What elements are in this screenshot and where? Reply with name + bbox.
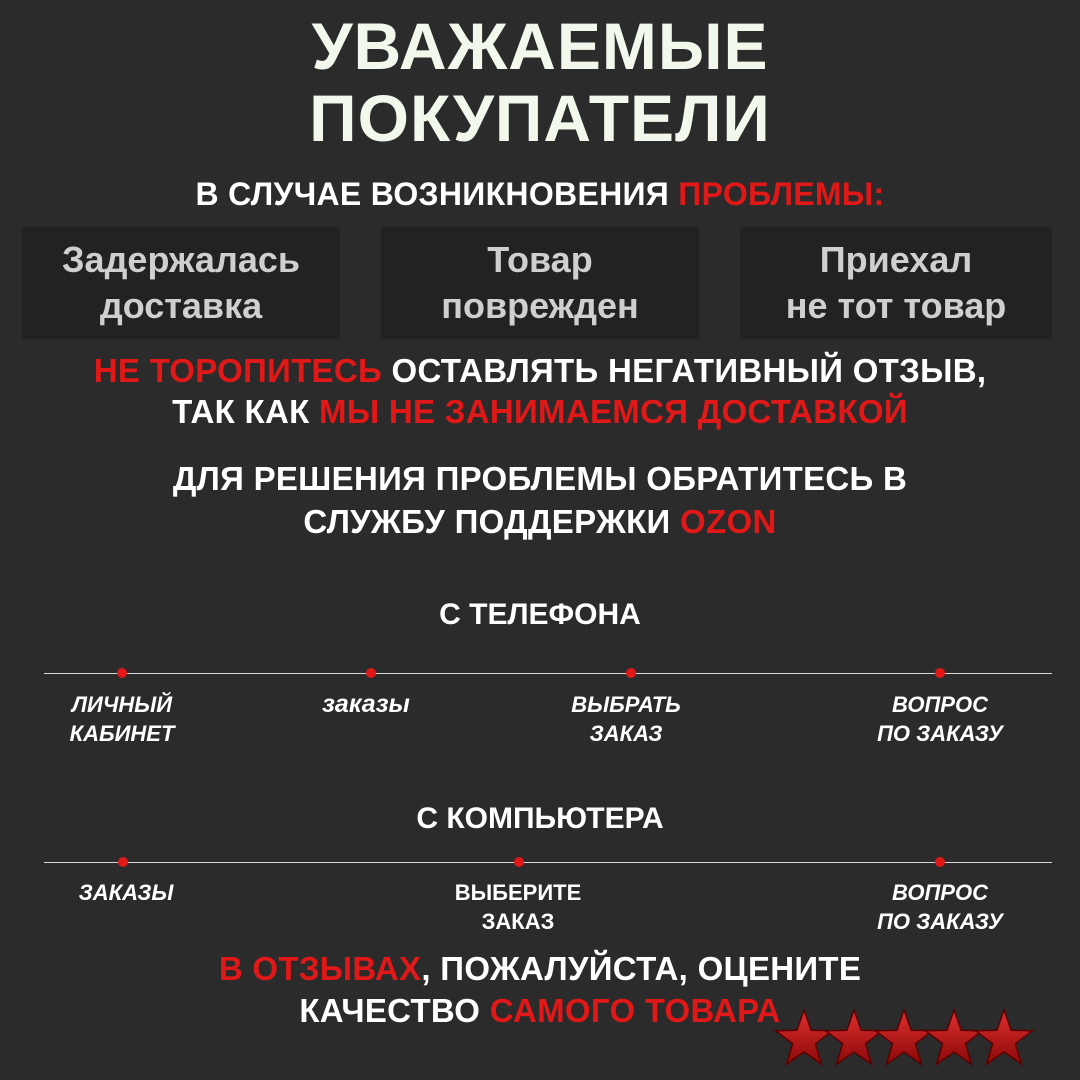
step-line2: ЗАКАЗ	[589, 721, 663, 746]
problem-box-line2: не тот товар	[785, 285, 1007, 326]
problem-box-line1: Товар	[487, 239, 593, 280]
page-title-line2: ПОКУПАТЕЛИ	[309, 81, 771, 155]
timeline-dot	[514, 857, 524, 867]
step-line1: ВЫБЕРИТЕ	[454, 880, 582, 905]
phone-step-select-order	[546, 690, 706, 748]
rating-stars	[770, 1006, 1040, 1072]
problem-box-line2: поврежден	[441, 285, 639, 326]
star-icon	[926, 1010, 983, 1064]
computer-heading: С КОМПЬЮТЕРА	[416, 802, 664, 835]
phone-timeline-line	[44, 673, 1052, 674]
problem-box-line2: доставка	[99, 285, 263, 326]
review-text: КАЧЕСТВО	[299, 992, 490, 1029]
support-line1: ДЛЯ РЕШЕНИЯ ПРОБЛЕМЫ ОБРАТИТЕСЬ В	[172, 460, 908, 497]
phone-heading: С ТЕЛЕФОНА	[439, 598, 641, 631]
warning-text: ТАК КАК	[172, 393, 320, 430]
computer-step-question	[860, 878, 1020, 936]
support-line2	[0, 503, 1080, 541]
review-text: , ПОЖАЛУЙСТА, ОЦЕНИТЕ	[421, 950, 862, 987]
star-icon	[976, 1010, 1033, 1064]
problem-box-wrong-item	[740, 227, 1052, 339]
problem-heading-text: В СЛУЧАЕ ВОЗНИКНОВЕНИЯ	[195, 176, 679, 212]
step-line1: ЛИЧНЫЙ	[71, 692, 173, 717]
step-line2: ПО ЗАКАЗУ	[877, 909, 1003, 934]
problem-box-delivery	[22, 227, 340, 339]
warning-line1	[0, 352, 1080, 390]
warning-highlight: МЫ НЕ ЗАНИМАЕМСЯ ДОСТАВКОЙ	[319, 393, 908, 430]
phone-step-question	[860, 690, 1020, 748]
review-highlight: В ОТЗЫВАХ	[218, 950, 422, 987]
timeline-dot	[935, 857, 945, 867]
page-title-line1: УВАЖАЕМЫЕ	[311, 9, 769, 83]
step-line1: ЗАКАЗЫ	[78, 880, 174, 905]
support-text: СЛУЖБУ ПОДДЕРЖКИ	[303, 503, 681, 540]
warning-line2	[0, 393, 1080, 431]
phone-step-cabinet	[42, 690, 202, 748]
star-icon	[776, 1010, 833, 1064]
review-highlight: САМОГО ТОВАРА	[489, 992, 781, 1029]
problem-heading-highlight: ПРОБЛЕМЫ:	[678, 176, 885, 212]
ozon-highlight: OZON	[680, 503, 777, 540]
problem-box-damaged	[381, 227, 699, 339]
timeline-dot	[626, 668, 636, 678]
star-icon	[826, 1010, 883, 1064]
step-line1: ВЫБРАТЬ	[571, 692, 681, 717]
computer-step-orders	[46, 878, 206, 907]
step-line2: ЗАКАЗ	[481, 909, 555, 934]
timeline-dot	[117, 668, 127, 678]
problem-heading	[0, 176, 1080, 213]
review-line1	[0, 950, 1080, 988]
step-line1: заказы	[322, 690, 410, 718]
computer-timeline-line	[44, 862, 1052, 863]
computer-step-select-order	[438, 878, 598, 936]
warning-text: ОСТАВЛЯТЬ НЕГАТИВНЫЙ ОТЗЫВ,	[382, 352, 987, 389]
timeline-dot	[366, 668, 376, 678]
step-line2: ПО ЗАКАЗУ	[877, 721, 1003, 746]
step-line2: КАБИНЕТ	[69, 721, 175, 746]
star-icon	[876, 1010, 933, 1064]
timeline-dot	[935, 668, 945, 678]
step-line1: ВОПРОС	[892, 880, 988, 905]
problem-box-line1: Приехал	[819, 239, 973, 280]
phone-step-orders	[286, 690, 446, 719]
step-line1: ВОПРОС	[892, 692, 988, 717]
timeline-dot	[118, 857, 128, 867]
warning-highlight: НЕ ТОРОПИТЕСЬ	[93, 352, 383, 389]
problem-box-line1: Задержалась	[62, 239, 300, 280]
